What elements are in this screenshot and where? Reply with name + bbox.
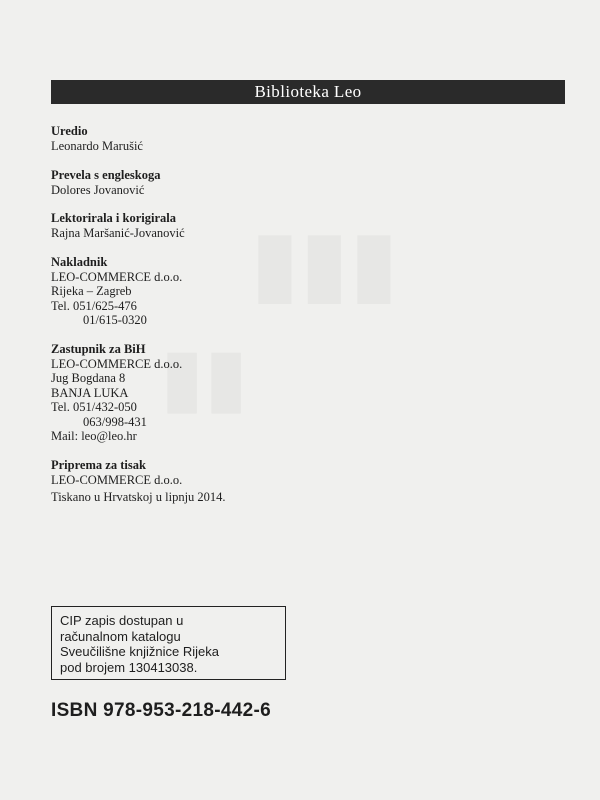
credit-value: Tel. 051/625-476 — [51, 298, 137, 313]
credit-value: 01/615-0320 — [83, 313, 147, 327]
credit-value: Rijeka – Zagreb — [51, 284, 132, 298]
credit-value: Leonardo Marušić — [51, 139, 143, 153]
credit-representative — [51, 342, 501, 444]
cip-line: pod brojem 130413038. — [60, 659, 198, 675]
credit-label: Lektorirala i korigirala — [51, 211, 176, 225]
credit-value: Rajna Maršanić-Jovanović — [51, 226, 185, 240]
credit-label: Prevela s engleskoga — [51, 167, 161, 182]
credit-editor — [51, 124, 501, 154]
credit-prepress — [51, 458, 501, 488]
credit-value: Jug Bogdana 8 — [51, 371, 126, 385]
cip-line: Sveučilišne knjižnice Rijeka — [60, 644, 219, 659]
series-title-bar: Biblioteka Leo — [51, 80, 565, 104]
printed-note: Tiskano u Hrvatskoj u lipnju 2014. — [51, 490, 226, 504]
credit-label: Zastupnik za BiH — [51, 341, 146, 356]
cip-line: CIP zapis dostupan u — [60, 613, 184, 628]
credit-value: Tel. 051/432-050 — [51, 400, 137, 414]
credit-proofreader — [51, 211, 501, 241]
cip-line: računalnom katalogu — [60, 628, 181, 644]
credit-value: Mail: leo@leo.hr — [51, 429, 137, 443]
credit-translator — [51, 168, 501, 198]
cip-record-box — [51, 606, 286, 680]
credit-value: LEO-COMMERCE d.o.o. — [51, 356, 183, 371]
credit-publisher — [51, 255, 501, 328]
credit-value: LEO-COMMERCE d.o.o. — [51, 472, 183, 487]
credit-value: 063/998-431 — [83, 414, 147, 429]
isbn-number: ISBN 978-953-218-442-6 — [51, 700, 271, 721]
credit-value: BANJA LUKA — [51, 385, 129, 400]
credit-value: Dolores Jovanović — [51, 182, 145, 197]
credits-block — [51, 124, 501, 501]
credit-value: LEO-COMMERCE d.o.o. — [51, 269, 183, 284]
credit-label: Uredio — [51, 124, 88, 138]
credit-label: Priprema za tisak — [51, 457, 146, 472]
credit-label: Nakladnik — [51, 254, 108, 269]
